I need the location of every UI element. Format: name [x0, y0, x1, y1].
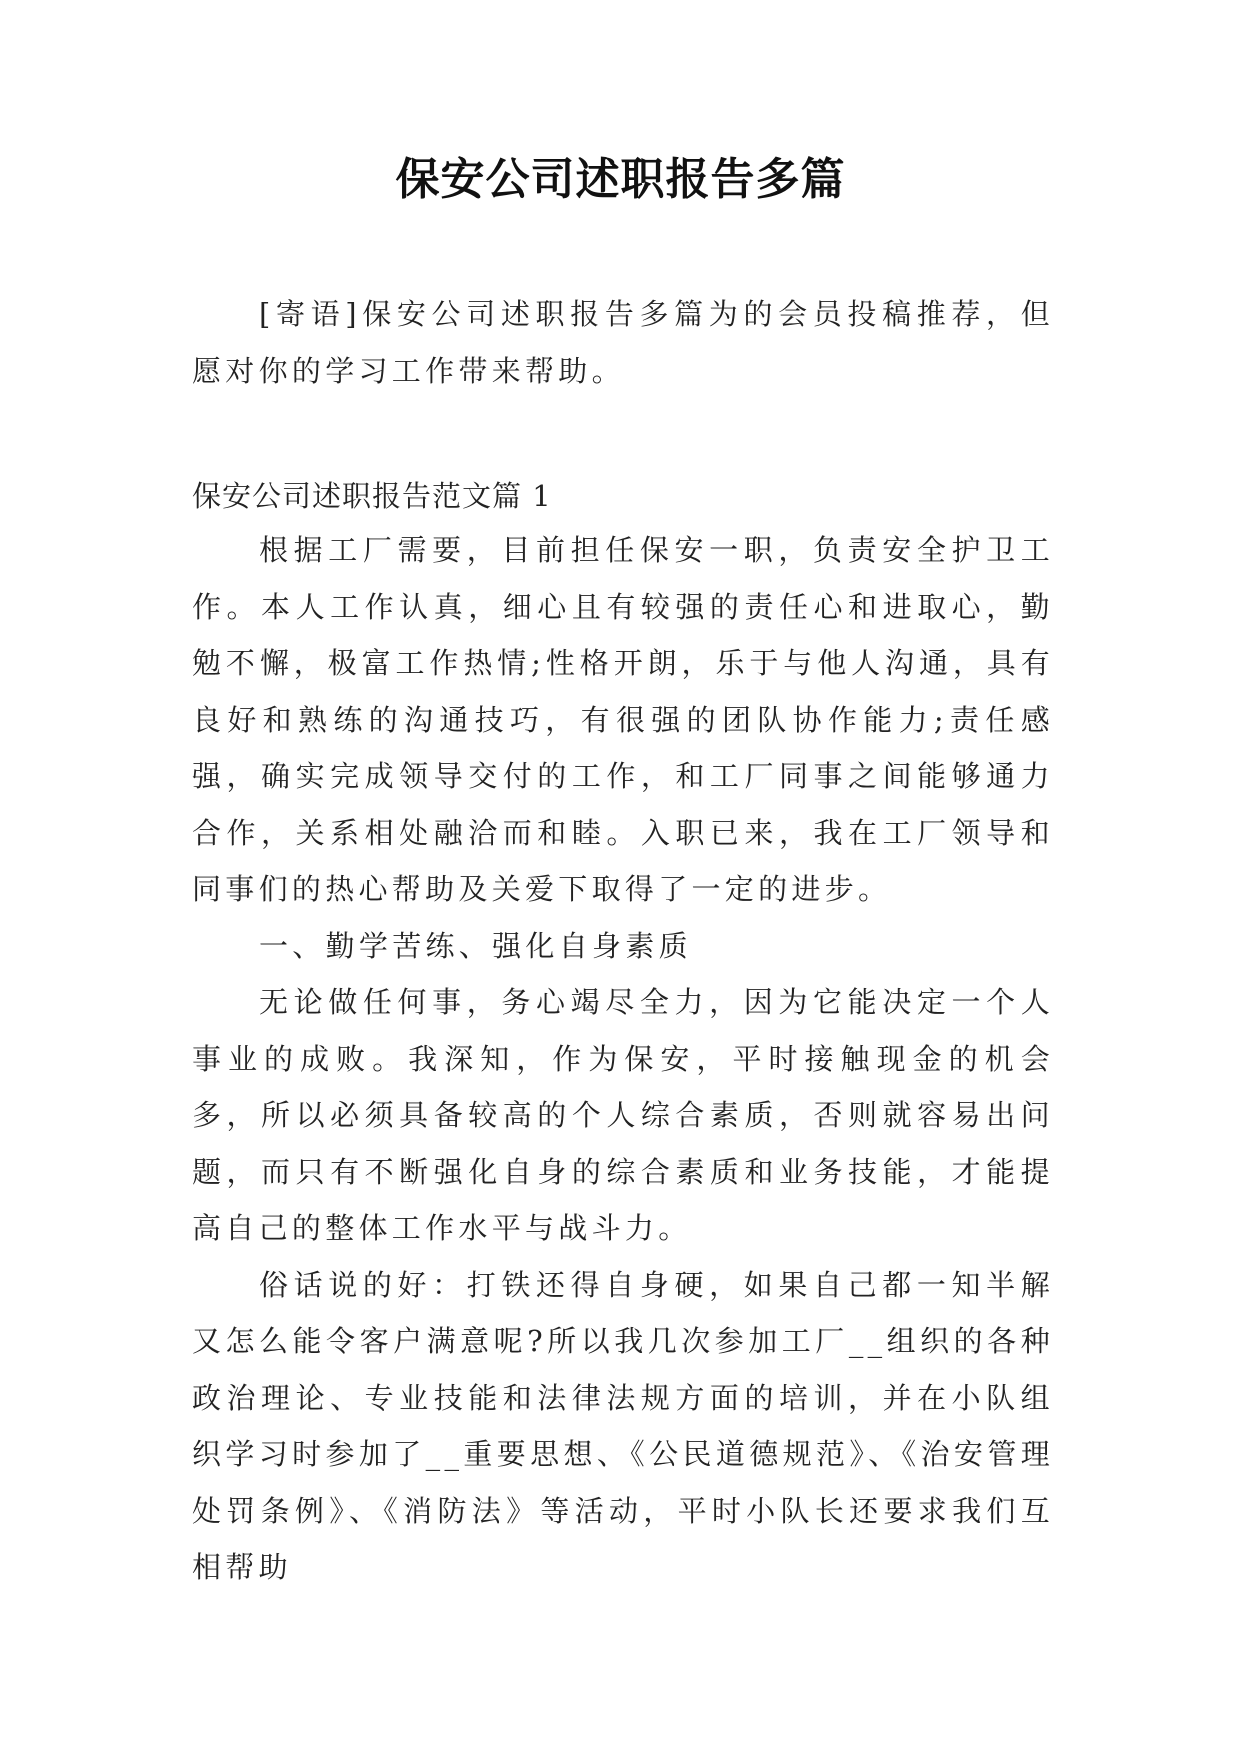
document-title: 保安公司述职报告多篇	[395, 154, 846, 205]
preface-paragraph: [寄语]保安公司述职报告多篇为的会员投稿推荐，但愿对你的学习工作带来帮助。	[192, 297, 1054, 388]
main-body	[192, 522, 1054, 1596]
subheading-paragraph: 一、勤学苦练、强化自身素质	[259, 928, 692, 963]
section-heading: 保安公司述职报告范文篇 1	[192, 479, 552, 513]
body-paragraph: 俗话说的好：打铁还得自身硬，如果自己都一知半解又怎么能令客户满意呢?所以我几次参加工厂__组织的各种政治理论、专业技能和法律法规方面的培训，并在小队组织学习时参加了__重要思想、《公民道德规范》、《治安管理处罚条例》、《消防法》等活动，平时小队长还要求我们互相帮助	[192, 1267, 1054, 1584]
body-paragraph: 无论做任何事，务心竭尽全力，因为它能决定一个人事业的成败。我深知，作为保安，平时接触现金的机会多，所以必须具备较高的个人综合素质，否则就容易出问题，而只有不断强化自身的综合素质和业务技能，才能提高自己的整体工作水平与战斗力。	[192, 985, 1054, 1245]
preface	[192, 286, 1054, 399]
body-paragraph: 根据工厂需要，目前担任保安一职，负责安全护卫工作。本人工作认真，细心且有较强的责任心和进取心，勤勉不懈，极富工作热情;性格开朗，乐于与他人沟通，具有良好和熟练的沟通技巧，有很强的团队协作能力;责任感强，确实完成领导交付的工作，和工厂同事之间能够通力合作，关系相处融洽而和睦。入职已来，我在工厂领导和同事们的热心帮助及关爱下取得了一定的进步。	[192, 533, 1054, 906]
